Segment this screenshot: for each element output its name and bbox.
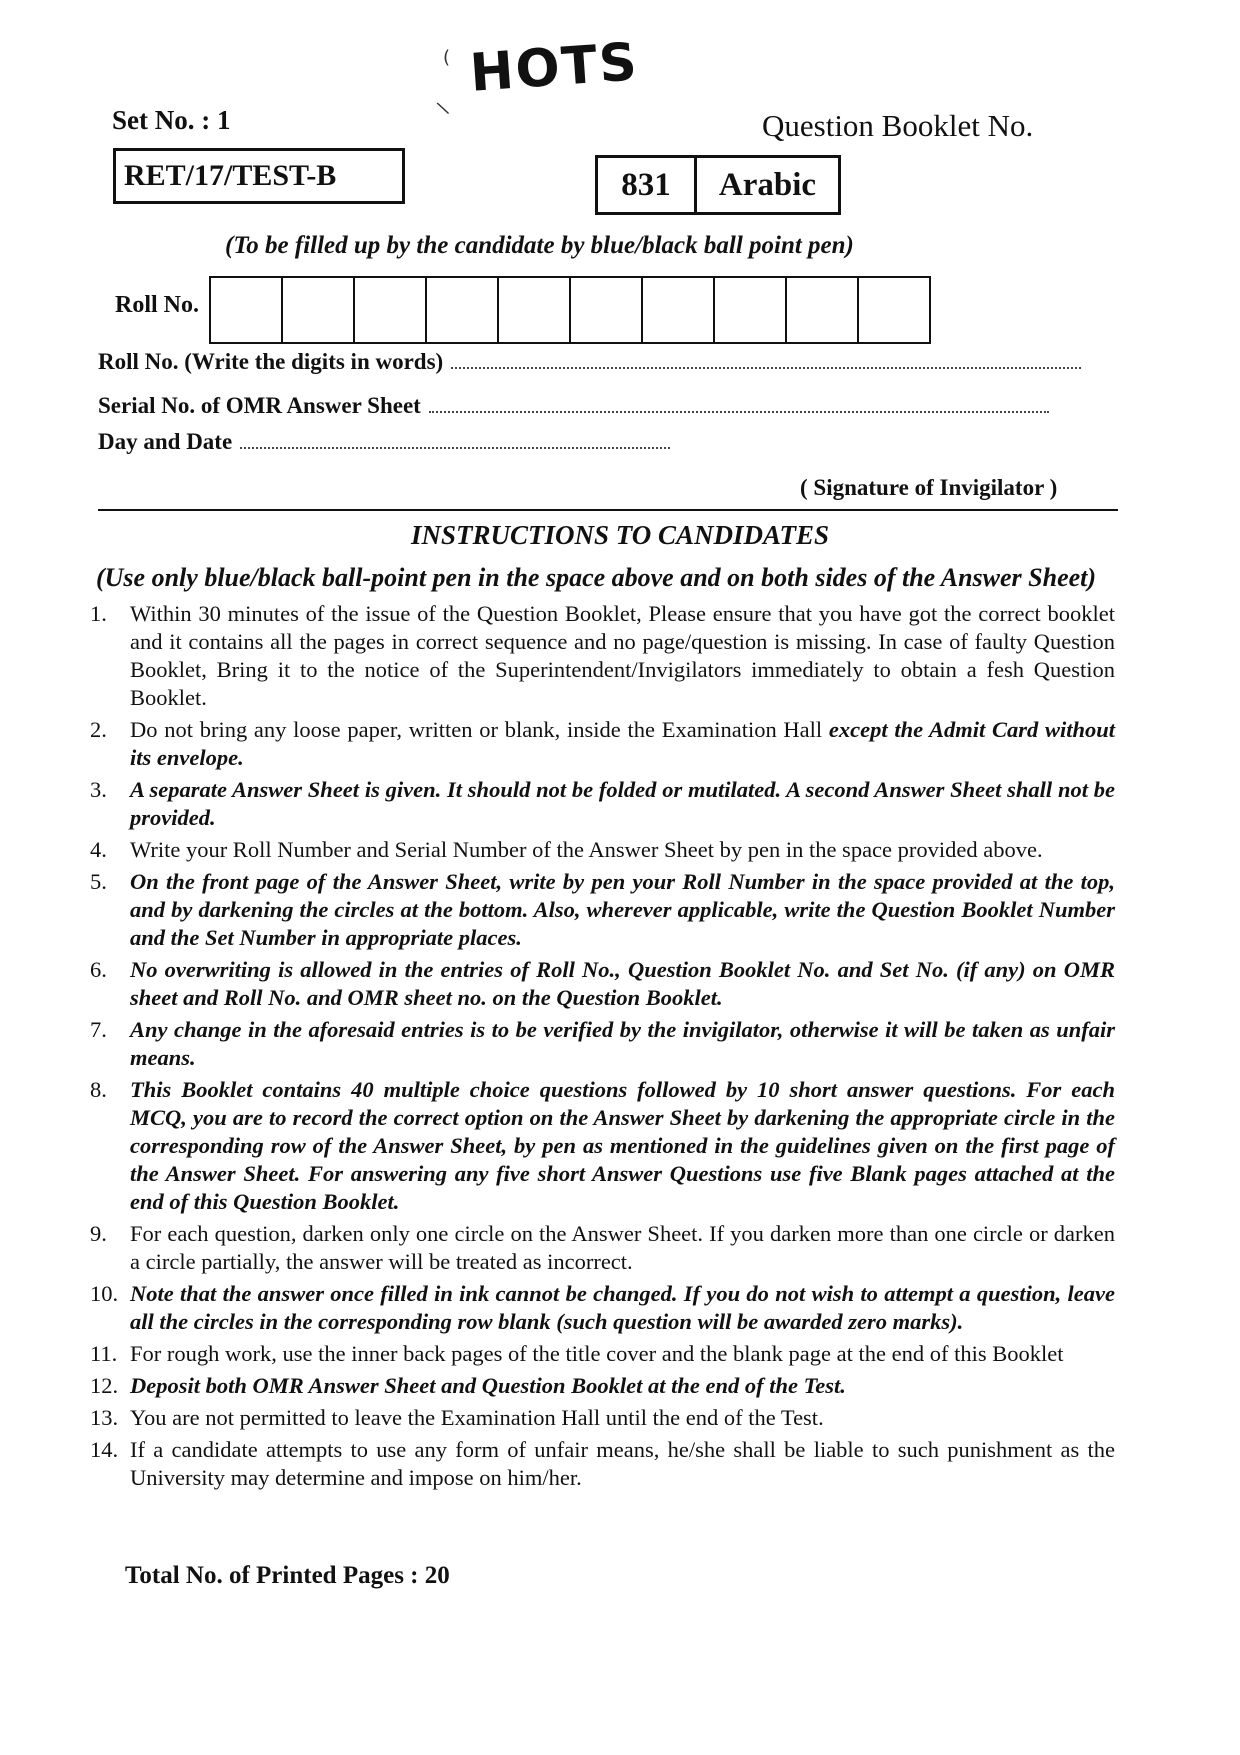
item-number: 12.: [90, 1373, 119, 1398]
item-number: 14.: [90, 1437, 119, 1462]
instruction-item: [90, 600, 1115, 712]
item-number: 7.: [90, 1017, 107, 1042]
instruction-item: [90, 1076, 1115, 1216]
item-text: If a candidate attempts to use any form of unfair means, he/she shall be liable to such punishment as the University may determine and impose on him/her.: [130, 1437, 1115, 1490]
roll-digit-box[interactable]: [715, 278, 787, 342]
item-text: [130, 716, 1115, 772]
omr-serial-line[interactable]: [429, 395, 1049, 413]
day-date-field[interactable]: [98, 429, 670, 455]
roll-words-label: Roll No. (Write the digits in words): [98, 349, 444, 374]
instruction-item: [90, 956, 1115, 1012]
item-number: 10.: [90, 1281, 119, 1306]
item-text: Note that the answer once filled in ink cannot be changed. If you do not wish to attempt a question, leave all the circles in the corresponding row blank (such question will be awarded zero marks).: [130, 1281, 1115, 1334]
item-number: 2.: [90, 717, 107, 742]
instruction-item: [90, 1280, 1115, 1336]
instruction-item: [90, 776, 1115, 832]
instructions-list: [90, 600, 1115, 1496]
item-text-emphasis: except the Admit Card without its envelope.: [130, 717, 1115, 770]
item-number: 6.: [90, 957, 107, 982]
item-text: A separate Answer Sheet is given. It should not be folded or mutilated. A second Answer Sheet shall not be provided.: [130, 777, 1115, 830]
instruction-item: [90, 1220, 1115, 1276]
roll-digit-box[interactable]: [499, 278, 571, 342]
invigilator-signature-label: ( Signature of Invigilator ): [800, 475, 1058, 500]
item-number: 3.: [90, 777, 107, 802]
instruction-item: [90, 1372, 1115, 1400]
roll-digit-box[interactable]: [643, 278, 715, 342]
handwritten-mark: HOTS: [468, 32, 641, 104]
day-date-label: Day and Date: [98, 429, 233, 454]
roll-digit-box[interactable]: [787, 278, 859, 342]
item-text: No overwriting is allowed in the entries of Roll No., Question Booklet No. and Set No. (if any) on OMR sheet and Roll No. and OMR sheet no. on the Question Booklet.: [130, 957, 1115, 1010]
question-booklet-label: Question Booklet No.: [762, 108, 1034, 143]
total-printed-pages: Total No. of Printed Pages : 20: [125, 1562, 450, 1589]
item-number: 9.: [90, 1221, 107, 1246]
instructions-subheading: (Use only blue/black ball-point pen in the space above and on both sides of the Answer Sheet): [96, 563, 1097, 592]
item-text: Any change in the aforesaid entries is to be verified by the invigilator, otherwise it will be taken as unfair means.: [130, 1017, 1115, 1070]
instruction-item: [90, 1436, 1115, 1492]
item-number: 4.: [90, 837, 107, 862]
pen-stroke-mark: \: [435, 97, 451, 120]
fill-instruction-note: (To be filled up by the candidate by blue/black ball point pen): [225, 232, 854, 259]
omr-serial-label: Serial No. of OMR Answer Sheet: [98, 393, 421, 418]
booklet-number: 831: [598, 158, 697, 212]
question-booklet-box: [595, 155, 841, 215]
pen-stroke-mark: (: [443, 47, 451, 68]
roll-digit-box[interactable]: [283, 278, 355, 342]
roll-number-label: Roll No.: [115, 292, 199, 318]
roll-digit-box[interactable]: [211, 278, 283, 342]
booklet-subject: Arabic: [718, 167, 817, 203]
instruction-item: [90, 1340, 1115, 1368]
instruction-item: [90, 1404, 1115, 1432]
roll-digit-box[interactable]: [571, 278, 643, 342]
omr-serial-field[interactable]: [98, 393, 1049, 419]
instructions-heading: INSTRUCTIONS TO CANDIDATES: [410, 520, 830, 550]
instruction-item: [90, 716, 1115, 772]
item-text-plain: Do not bring any loose paper, written or blank, inside the Examination Hall: [130, 717, 829, 742]
item-text: For each question, darken only one circle on the Answer Sheet. If you darken more than one circle or darken a circle partially, the answer will be treated as incorrect.: [130, 1221, 1115, 1274]
item-number: 1.: [90, 601, 107, 626]
divider: [98, 509, 1118, 511]
roll-words-field[interactable]: [98, 349, 1081, 375]
roll-digit-box[interactable]: [859, 278, 929, 342]
item-text: You are not permitted to leave the Examination Hall until the end of the Test.: [130, 1405, 824, 1430]
set-number: Set No. : 1: [112, 105, 231, 135]
item-text: This Booklet contains 40 multiple choice questions followed by 10 short answer questions. For each MCQ, you are to record the correct option on the Answer Sheet by darkening the appropriate circle in the corresponding row of the Answer Sheet, by pen as mentioned in the guidelines given on the first page of the Answer Sheet. For answering any five short Answer Questions use five Blank pages attached at the end of this Question Booklet.: [130, 1077, 1115, 1214]
roll-words-line[interactable]: [451, 351, 1081, 369]
item-number: 5.: [90, 869, 107, 894]
test-code-box: RET/17/TEST-B: [113, 148, 405, 204]
roll-number-grid[interactable]: [209, 276, 931, 344]
instruction-item: [90, 1016, 1115, 1072]
day-date-line[interactable]: [240, 431, 670, 449]
item-text: On the front page of the Answer Sheet, write by pen your Roll Number in the space provided at the top, and by darkening the circles at the bottom. Also, wherever applicable, write the Question Booklet Number and the Set Number in appropriate places.: [130, 869, 1115, 950]
instruction-item: [90, 836, 1115, 864]
roll-digit-box[interactable]: [427, 278, 499, 342]
item-text: For rough work, use the inner back pages of the title cover and the blank page at the end of this Booklet: [130, 1341, 1064, 1366]
item-text: Deposit both OMR Answer Sheet and Question Booklet at the end of the Test.: [130, 1373, 846, 1398]
item-number: 13.: [90, 1405, 119, 1430]
item-number: 8.: [90, 1077, 107, 1102]
instruction-item: [90, 868, 1115, 952]
roll-digit-box[interactable]: [355, 278, 427, 342]
item-number: 11.: [90, 1341, 118, 1366]
item-text: Within 30 minutes of the issue of the Question Booklet, Please ensure that you have got the correct booklet and it contains all the pages in correct sequence and no page/question is missing. In case of faulty Question Booklet, Bring it to the notice of the Superintendent/Invigilators immediately to obtain a fesh Question Booklet.: [130, 601, 1115, 710]
item-text: Write your Roll Number and Serial Number of the Answer Sheet by pen in the space provided above.: [130, 837, 1043, 862]
